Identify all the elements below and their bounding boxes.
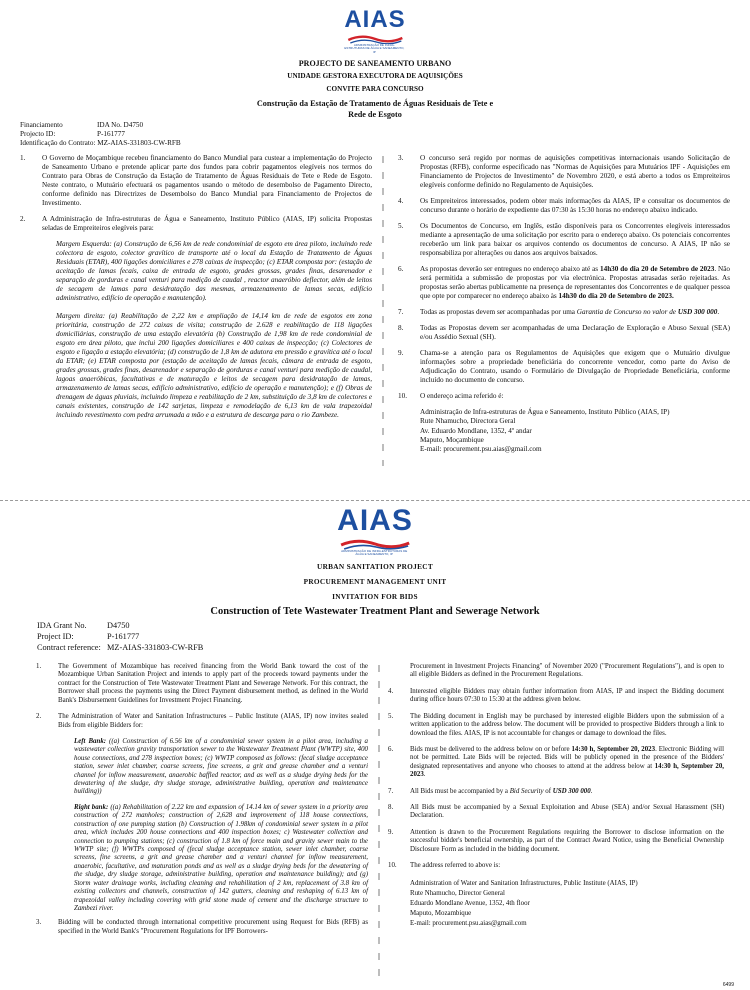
text-run: . [423,771,426,779]
item-number: 1. [36,663,42,670]
meta-value: D4750 [107,621,130,630]
meta-value: MZ-AIAS-331803-CW-RFB [97,139,181,147]
list-item [398,392,730,401]
item-text: Procurement in Investment Projects Financing" of November 2020 ("Procurement Regulations"), and is open to all eligible Bidders as defined in the Procurement Regulations. [410,663,724,679]
list-item [398,197,730,215]
scope-label: Right bank: [74,803,109,811]
list-item-security [398,308,730,317]
item-text [410,746,724,780]
text-run: . [717,308,720,316]
address-line: Eduardo Mondlane Avenue, 1352, 4th floor [410,899,530,907]
item-number: 8. [398,324,404,332]
logo-wordmark: AIAS [344,6,406,33]
list-item-deadline [398,265,730,301]
item-text [420,308,730,317]
address-block [420,408,730,455]
list-item [388,829,724,854]
address-block [410,879,724,929]
item-text [410,788,724,796]
item-text: Interested eligible Bidders may obtain further information from AIAS, IP and inspect the Bidding document during office hours 07:30 to 15:30 at the address given below. [410,687,724,704]
item-number: 7. [388,787,394,795]
list-item [36,919,368,936]
item-text: The address referred to above is: [410,862,501,870]
notice-title: INVITATION FOR BIDS [332,592,418,601]
project-title: PROJECTO DE SANEAMENTO URBANO [298,59,452,68]
meta-value: IDA No. D4750 [97,121,144,129]
notice-title: CONVITE PARA CONCURSO [326,85,424,93]
section-divider [0,500,750,501]
security-amount: USD 300 000 [677,308,718,316]
address-line: Administration of Water and Sanitation Infrastructures, Public Institute (AIAS, IP) [410,879,638,887]
logo-wordmark: AIAS [337,504,413,537]
item-number: 5. [398,222,404,230]
logo-tagline: ADMINISTRAÇÃO DE INFRA-ESTRUTURAS DE ÁGUA E SANEAMENTO, IP [344,43,405,54]
list-item [36,663,368,705]
contract-title-line1: Construção da Estação de Tratamento de Águas Residuais de Tete e [256,99,494,108]
unit-title: UNIDADE GESTORA EXECUTORA DE AQUISIÇÕES [287,72,463,80]
contract-title-line2: Rede de Esgoto [348,110,402,119]
item-text: Chama-se a atenção para os Regulamentos de Aquisições que exigem que o Mutuário divulgue informações sobre a propriedade beneficiária do concorrente vencedor, como parte do Aviso de Adjudicação do Contrato, usando o Formulário de Divulgação de Propriedade Beneficiária, conforme incluído no documento de concurso. [420,349,730,384]
column-separator [377,665,381,985]
item-number: 4. [388,687,394,695]
left-column [20,154,372,420]
text-run: As propostas deverão ser entregues no endereço abaixo até as [420,265,600,273]
text-run: . [590,787,593,795]
list-item [20,154,372,208]
item-number: 8. [388,804,394,812]
right-column [398,154,730,455]
scope-label: Left Bank: [74,737,107,745]
project-title: URBAN SANITATION PROJECT [317,562,433,571]
item-number: 3. [398,154,404,162]
item-text [420,265,730,301]
column-separator [381,156,385,466]
list-item [398,349,730,385]
financing-details [37,621,203,653]
item-number: 7. [398,308,404,316]
item-number: 10. [398,392,407,400]
meta-value: P-161777 [107,631,140,641]
item-number: 2. [36,713,42,721]
text-run: Bids must be delivered to the address below on or before [410,745,572,753]
right-bank-scope [74,804,368,913]
meta-label: Identificação do Contrato: [20,139,96,147]
text-run: All Bids must be accompanied by a [410,787,510,795]
item-number-spacer [388,663,410,680]
list-item [388,713,724,738]
meta-label: Projecto ID: [20,130,56,138]
aias-logo [337,506,413,557]
item-number: 9. [398,349,404,357]
meta-value: MZ-AIAS-331803-CW-RFB [107,642,204,652]
opening-date: 14h30 do dia 20 de Setembro de 2023. [558,292,674,300]
item-text: Attention is drawn to the Procurement Regulations requiring the Borrower to disclose information on the successful bidder's beneficial ownership, as part of the Contract Award Notice, using the Beneficial Ownership Disclosure Form as included in the bidding document. [410,828,724,853]
list-item [20,215,372,233]
text-run: Garantia de Concurso no valor de [576,308,677,316]
item-number: 2. [20,215,26,223]
deadline-date: 14h30 do dia 20 de Setembro de 2023 [600,265,715,273]
item-text: Os Documentos de Concurso, em Inglês, estão disponíveis para os Concorrentes elegíveis interessados mediante a apresentação de uma solicitação por escrito para o endereço abaixo. Os potenciais concorrentes receberão um link para baixar os arquivos contendo os documentos de concurso. A AIAS, IP não se responsabiliza por alterações ou danos aos arquivos baixados. [420,222,730,257]
item-text: All Bids must be accompanied by a Sexual Exploitation and Abuse (SEA) and/or Sexual Harassment (SH) Declaration. [410,804,724,820]
item-text: O endereço acima referido é: [420,392,504,400]
list-item-security [388,788,724,796]
list-item [398,324,730,342]
left-bank-scope [74,738,368,797]
right-bank-scope: Margem direita: (a) Reabilitação de 2,22 km e ampliação de 14,14 km de rede de esgotos em zona prioritária, construção de 272 caixas de visita; construção de 2.628 e reabilitação de 118 ligações domiciliárias, construção de uma estação elevatória (b) Construção de 1,98 km de rede condominial de esgoto em área piloto, que inclui 200 ligações domiciliares e 400 caixas de inspecção; (c) Colectores de esgoto e ligação a estação elevatória; (d) construção de 1,8 km de adutora em pressão e gravítica até o local da ETAR; (e) ETAR composta por (estação de aceitação de lamas fecais, câmara de entrada de esgoto, grades grossas, grades finas, desarenador e separação de gorduras e canal venturi para medição de caudal, lagoas anaeróbicas, facultativas e de maturação e leitos de secagem para desidratação de lamas, armazenamento de lamas secas, edifício administrativo, edifício de operação e manutenção); e (f) Obras de drenagem de águas pluviais, incluindo limpeza e reabilitação de 2 km, substituição de 3,8 km de colectores e canais existentes, construção de 142 sarjetas, limpeza e remodelação de 6,13 km de vala trapezoidal incluindo revestimento com pedra arrumada a mão e a estrutura de descarga para o rio Zambeze. [56,312,372,419]
item-text: The Administration of Water and Sanitation Infrastructures – Public Institute (AIAS, IP) now invites sealed Bids from eligible Bidders for: [58,713,368,729]
scope-text: ((a) Construction of 6.56 km of a condominial sewer system in a pilot area, including a wastewater collection gravity transportation sewer to the Wastewater Treatment Plant (WWTP) site, 400 house connections, and 278 inspection boxes; (c) WWTP composed as follows: (fecal sludge acceptance station, sewer inlet chamber, coarse screens, fine screens, a grit and grease chamber and a venturi channel for inflow measurement, anaerobic baffled reactor, and as well as a sludge drying beds for the dewatering of the sludge, dry sludge storage, administrative building, operation and maintenance building)) [74,737,368,796]
unit-title: PROCUREMENT MANAGEMENT UNIT [303,577,447,586]
address-line: Rute Nhamucho, Directora Geral [420,417,516,426]
address-line: Maputo, Moçambique [420,436,484,445]
meta-label: Financiamento [20,121,63,129]
item-text: Os Empreiteiros interessados, podem obter mais informações da AIAS, IP e consultar os documentos de concurso durante o horário de expediente das 07:30 às 15:30 horas no endereço abaixo indicado. [420,197,730,214]
item-number: 9. [388,828,394,836]
list-item [388,688,724,705]
financing-details [20,121,181,148]
list-item [398,154,730,190]
item-text: O concurso será regido por normas de aquisições competitivas internacionais usando Solicitação de Propostas (RFB), conforme especificado nas "Normas de Aquisições para Mutuários IPF - Aquisições em Financiamento de Projectos de Investimento" de Novembro 2020, e está aberto a todos os Empreiteiros elegíveis conforme definido no Regulamento de Aquisições. [420,154,730,189]
text-run: . Electronic Bidding will not be permitted. Late Bids will be rejected. Bids will be publicly opened in the presence of the Bidders' designated representatives and anyone who chooses to attend at the address below at [410,745,724,770]
meta-label: IDA Grant No. [37,621,87,630]
item-text: Bidding will be conducted through international competitive procurement using Request for Bids (RFB) as specified in the World Bank's "Procurement Regulations for IPF Borrowers- [58,919,368,935]
meta-label: Project ID: [37,631,74,641]
item-number: 1. [20,154,26,162]
text-run: of [543,787,553,795]
item-text: A Administração de Infra-estruturas de Água e Saneamento, Instituto Público (AIAS, IP) solicita Propostas seladas de Empreiteiros elegíveis para: [42,215,372,232]
list-item [388,862,724,870]
list-item-continued [388,663,724,680]
right-column [388,663,724,929]
meta-label: Contract reference: [37,642,101,652]
address-line: Rute Nhamucho, Director General [410,889,505,897]
item-number: 5. [388,712,394,720]
list-item [398,222,730,258]
text-run: Todas as propostas devem ser acompanhadas por uma [420,308,577,316]
item-text: Todas as Propostas devem ser acompanhadas de uma Declaração de Exploração e Abuso Sexual (SEA) e/ou Assédio Sexual (SH). [420,324,730,341]
list-item [388,804,724,821]
item-number: 10. [388,862,397,870]
left-bank-scope: Margem Esquerda: (a) Construção de 6,56 km de rede condominial de esgoto em área piloto, incluindo rede colectora de esgoto, colector gravítico de transporte até o local da Estação de Tratamento de Águas Residuais (ETAR), 400 ligações domiciliares e 278 caixas de inspecção; (c) ETAR composta por: (estação de aceitação de lamas fecais, caixa de entrada de esgoto, grades grossas, grades finas, desarenador e separação de gorduras e canal venturi para medição de caudal , reactor anaeróbio deflector, além de leitos de secagem de lamas para desidratação das mesmas, armazenamento de lamas secas, edifício administrativo, edifício de operação e manutenção). [56,240,372,302]
contract-title: Construction of Tete Wastewater Treatment Plant and Sewerage Network [210,606,540,617]
address-line: Av. Eduardo Mondlane, 1352, 4º andar [420,426,532,435]
item-number: 6. [398,265,404,273]
list-item [36,713,368,730]
deadline-date: 14:30 h, September 20, 2023 [571,745,656,753]
item-number: 3. [36,919,42,927]
email-line: E-mail: procurement.psu.aias@gmail.com [420,445,542,454]
left-column [36,663,368,944]
email-line: E-mail: procurement.psu.aias@gmail.com [410,919,527,927]
item-text: The Bidding document in English may be purchased by interested eligible Bidders upon the submission of a written application to the address below. The document will be provided to prospective Bidders through a link to download the files. AIAS, IP is not accountable for changes or damage to download the files. [410,712,724,737]
aias-logo [344,8,405,54]
logo-tagline: ADMINISTRAÇÃO DE INFRA-ESTRUTURAS DE ÁGUA E SANEAMENTO, IP [341,549,408,557]
item-number: 4. [398,197,404,205]
text-run: Bid Security [509,787,544,795]
item-number: 6. [388,745,394,753]
notice-english [0,502,750,990]
address-line: Administração de Infra-estruturas de Água e Saneamento, Instituto Público (AIAS, IP) [420,408,670,416]
security-amount: USD 300 000 [552,787,591,795]
scope-text: ((a) Rehabilitation of 2.22 km and expansion of 14.14 km of sewer system in a priority area construction of 272 manholes; construction of 2,628 and improvement of 118 house connections, construction of one pumping station (b) Construction of 1.98km of condominial sewer system in a pilot area, which includes 200 house connections and 400 inspection boxes; c) Wastewater collection and connection to pumping stations; (c) construction of 1.8 km of force main and gravity sewer main to the WWTP site; (f) WWTPs composed of (fecal sludge acceptance station, sewer inlet chamber, coarse screens, fine screens, a grit and grease chamber and a venturi channel for inflow measurement, anaerobic, facultative, and maturation ponds and as well as a sludge drying beds for the dewatering of the sludge, dry sludge storage, administrative building, operation and maintenance building); and (g) Storm water drainage works, including cleaning and rehabilitation of 2 km, replacement of 3.8 km of existing collectors and channels, construction of 142 gutters, cleaning and reshaping of 6.13 km of trapezoidal valley including covering with grid stone made of cement and the discharge structure to Zambezi river. [74,803,368,912]
item-text: O Governo de Moçambique recebeu financiamento do Banco Mundial para custear a implementação do Projecto de Saneamento Urbano e pretende aplicar parte dos fundos para cobrir pagamentos elegíveis nos termos do Contrato para Obras de Construção da Estação de Tratamento de Águas Residuais de Tete e Rede de Esgoto. Neste contrato, o Mutuário efectuará os pagamentos usando o método de desembolso de Pagamento Directo, conforme definido nas Directrizes de Desembolso do Banco Mundial para Financiamento de Projectos de Investimento. [42,154,372,207]
opening-date: 14:30 h, September 20, 2023 [410,762,725,779]
list-item-deadline [388,746,724,780]
address-line: Maputo, Mozambique [410,909,472,917]
meta-value: P-161777 [97,130,125,138]
text-run: . Não será permitida a submissão de propostas por via electrónica. Propostas atrasadas serão rejeitadas. As propostas serão abertas publicamente na presença de representantes dos Concorrentes e de qualquer pessoa que opte por comparecer no endereço abaixo às [420,265,730,300]
item-text: The Government of Mozambique has received financing from the World Bank toward the cost of the Mozambique Urban Sanitation Project and intends to apply part of the proceeds toward payments under the contract for the Construction of Tete Wastewater Treatment Plant and Sewerage Network. For this contract, the Borrower shall process the payments using the Direct Payment disbursement method, as defined in the World Bank's Disbursement Guidelines for Investment Project Financing. [58,663,368,704]
page-reference: 6499 [722,982,734,988]
